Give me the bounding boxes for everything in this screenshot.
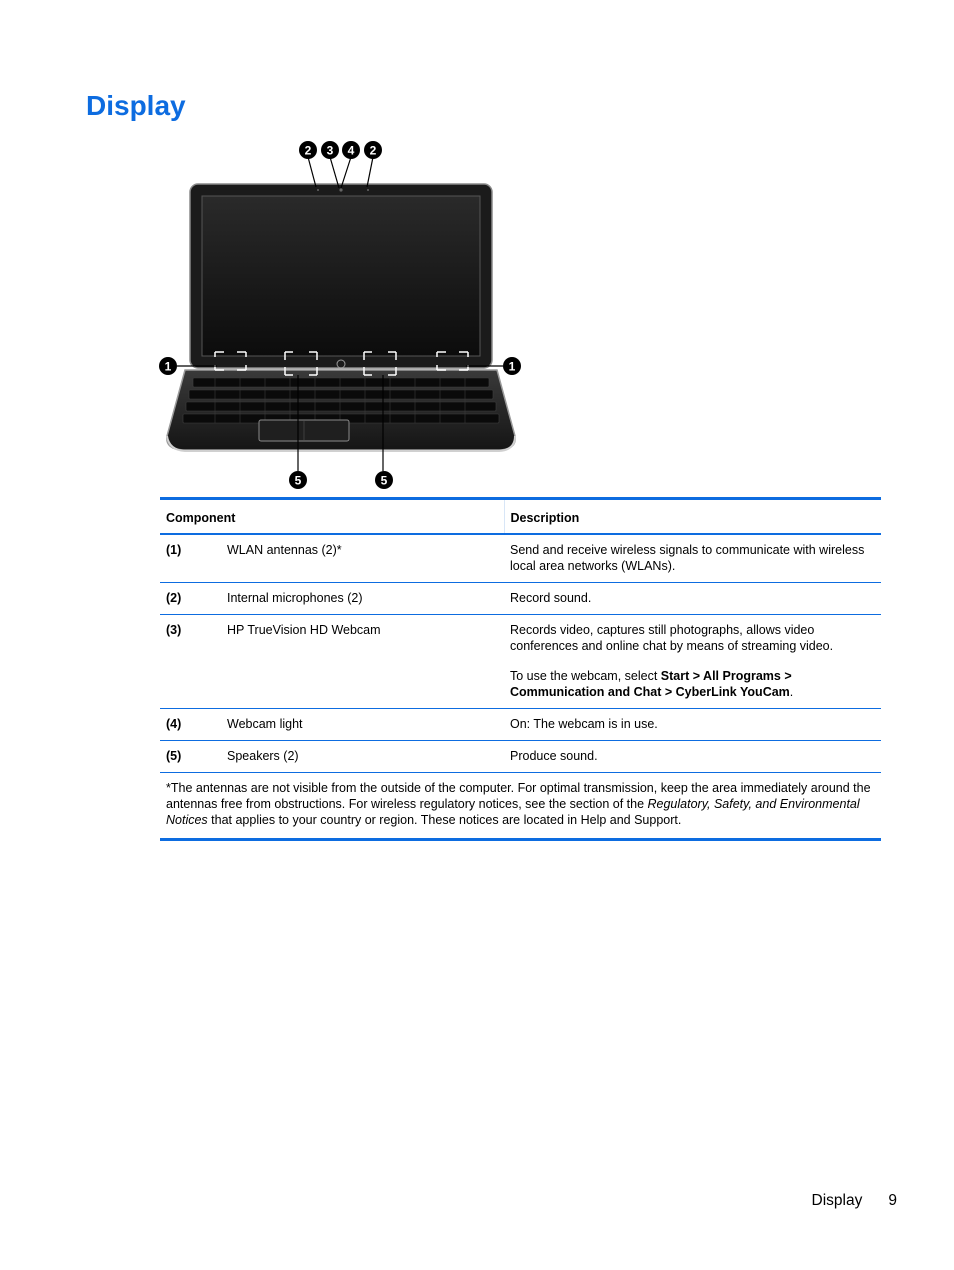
table-row [160,741,881,773]
row-component: Internal microphones (2) [227,591,363,605]
row-description: Send and receive wireless signals to communicate with wireless local area networks (WLANs). [510,543,865,573]
webcam-dot [339,188,342,191]
row-component: Speakers (2) [227,749,299,763]
row-number: (1) [166,543,182,557]
row-component: WLAN antennas (2)* [227,543,342,557]
svg-text:4: 4 [347,143,355,158]
svg-text:1: 1 [508,359,516,374]
instruction-suffix: . [789,685,794,699]
footnote-text-before: *The antennas are not visible from the outside of the computer. For optimal transmission, keep the area immediately around the antennas free from obstructions. For wireless regulatory notices, see the section of the [166,781,871,811]
callout-5-left [289,471,307,489]
instruction-menu-path: Start > All Programs > Communication and Chat > CyberLink YouCam [510,669,792,699]
callout-4 [342,141,360,159]
svg-text:3: 3 [326,143,334,158]
row-description: On: The webcam is in use. [510,717,658,731]
row-description-text: Records video, captures still photographs, allows video conferences and online chat by means of streaming video. [510,623,834,653]
svg-text:5: 5 [294,473,302,488]
mic-dot-left [317,189,319,191]
footer-page-number: 9 [888,1192,897,1209]
row-description: Record sound. [510,591,592,605]
table-footnote [160,773,881,840]
svg-text:1: 1 [164,359,172,374]
page-footer [812,1192,897,1210]
table-header-row [160,499,881,535]
header-component: Component [166,511,236,525]
callout-2-left [299,141,317,159]
laptop-screen [202,196,480,356]
mic-dot-right [367,189,369,191]
instruction-prefix: To use the webcam, select [510,669,661,683]
row-number: (4) [166,717,182,731]
row-number: (3) [166,623,182,637]
table-footnote-row [160,773,881,840]
laptop-figure [155,138,530,493]
footnote-document-title: Regulatory, Safety, and Environmental Notices [166,797,860,827]
row-component: HP TrueVision HD Webcam [227,623,381,637]
callout-3 [321,141,339,159]
table-row [160,583,881,615]
laptop-illustration [155,138,530,493]
svg-text:2: 2 [369,143,377,158]
row-description-instruction [510,668,875,700]
row-component: Webcam light [227,717,303,731]
footnote-text-after: that applies to your country or region. These notices are located in Help and Support. [207,813,682,827]
component-table [160,497,881,841]
callout-2-right [364,141,382,159]
footer-section-name: Display [811,1192,863,1209]
callout-1-left [159,357,177,375]
table-row [160,534,881,583]
row-number: (5) [166,749,182,763]
table-row [160,615,881,709]
page-title: Display [86,90,186,121]
svg-text:5: 5 [380,473,388,488]
table-row [160,709,881,741]
row-description [504,615,881,709]
row-number: (2) [166,591,182,605]
callout-1-right [503,357,521,375]
header-description: Description [504,499,881,535]
row-description: Produce sound. [510,749,598,763]
callout-5-right [375,471,393,489]
svg-text:2: 2 [304,143,312,158]
